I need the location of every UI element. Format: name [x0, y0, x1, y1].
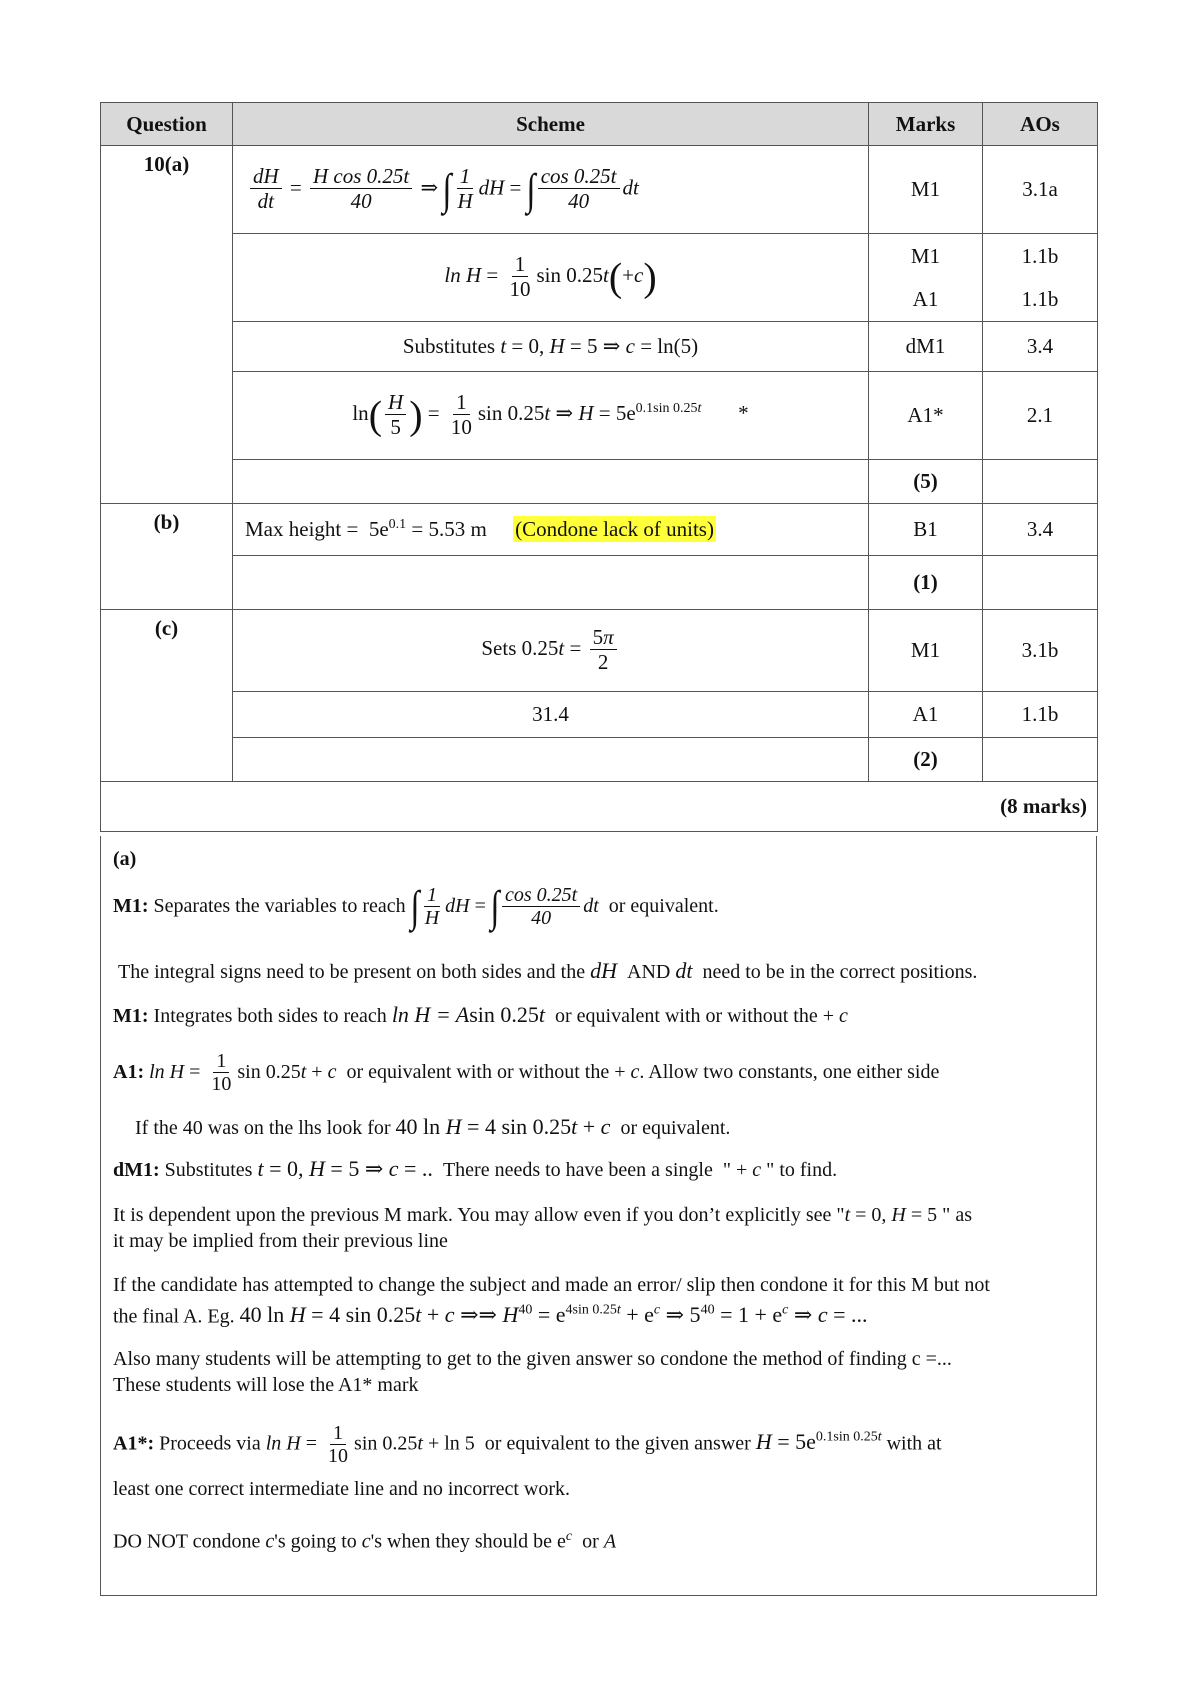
table-row [101, 556, 1098, 610]
table-row [101, 738, 1098, 782]
ao-cell: 3.4 [983, 322, 1098, 372]
note-dm1: dM1: Substitutes t = 0, H = 5 ⇒ c = .. There needs to have been a single " + c " to find. [113, 1156, 838, 1181]
table-row [101, 146, 1098, 234]
note-m1: M1: Separates the variables to reach ∫ $\frac{1}{H}$ dH = ∫ $\frac{\cos 0.25t}{40}$ dt or equivalent. [113, 882, 719, 932]
table-row [101, 610, 1098, 692]
sets-text: Sets [481, 636, 517, 661]
ao-cell: 1.1b [983, 692, 1098, 738]
scheme-table [100, 102, 1098, 832]
empty-cell [233, 460, 869, 504]
ao-value: 1.1b [1021, 243, 1059, 268]
table-row [101, 692, 1098, 738]
ao-cell-pair [983, 234, 1098, 322]
note-error: If the candidate has attempted to change the subject and made an error/ slip then condone it for this M but not the final A. Eg. 40 ln H = 4 sin 0.25t + c ⇒⇒ $H^{40} = e^{4sin 0.25t} + e^c$ ⇒ $5^{40} = 1 + e^c$ ⇒ c = ... [113, 1274, 990, 1328]
scheme-max-height: Max height = $5e^{0.1} = 5.53$ m (Condone lack of units) [233, 504, 869, 556]
question-label-c: (c) [101, 610, 233, 782]
header-marks: Marks [869, 103, 983, 146]
header-aos: AOs [983, 103, 1098, 146]
mark-cell: M1 [869, 146, 983, 234]
mark-cell: A1 [869, 692, 983, 738]
empty-cell [983, 556, 1098, 610]
table-row [101, 372, 1098, 460]
note-m1-integrates: M1: Integrates both sides to reach ln H = Asin 0.25t or equivalent with or without the + c [113, 1002, 848, 1027]
mark-cell: M1 [869, 610, 983, 692]
condone-highlight: (Condone lack of units) [515, 517, 714, 541]
header-row [101, 103, 1098, 146]
mark-cell: B1 [869, 504, 983, 556]
question-label-a: 10(a) [101, 146, 233, 504]
table-row [101, 234, 1098, 322]
mark-m1: M1 [910, 243, 941, 268]
substitutes-text: Substitutes [402, 334, 496, 358]
max-height-result: = 5.53 m [411, 517, 487, 541]
note-do-not: DO NOT condone c's going to c's when they should be $e^c$ or A [113, 1529, 617, 1553]
mark-cell: dM1 [869, 322, 983, 372]
table-row [101, 504, 1098, 556]
mark-a1: A1 [912, 286, 939, 311]
note-integral-signs: The integral signs need to be present on both sides and the dH AND dt need to be in the correct positions. [118, 958, 978, 983]
scheme-substitute: Substitutes t = 0, H = 5 ⇒ c = ln(5) [233, 322, 869, 372]
table-row [101, 460, 1098, 504]
mark-cell: A1* [869, 372, 983, 460]
ao-cell: 2.1 [983, 372, 1098, 460]
scheme-integrate: ln H = $\frac{1}{10}$ sin 0.25t(+c) [233, 234, 869, 322]
note-lhs: If the 40 was on the lhs look for 40 ln H = 4 sin 0.25t + c or equivalent. [135, 1114, 731, 1139]
header-scheme: Scheme [233, 103, 869, 146]
answer-c: 31.4 [233, 692, 869, 738]
scheme-final-answer: ln( $\frac{H}{5}$ ) = $\frac{1}{10}$ sin 0.25t ⇒ $H = 5e^{0.1sin 0.25t}$ * [233, 372, 869, 460]
ao-cell: 3.4 [983, 504, 1098, 556]
empty-cell [983, 460, 1098, 504]
notes-label-a: (a) [113, 848, 137, 870]
mark-scheme [100, 102, 1097, 832]
note-a1-star-line2: least one correct intermediate line and no incorrect work. [113, 1478, 571, 1500]
total-marks: (8 marks) [101, 782, 1098, 832]
empty-cell [233, 738, 869, 782]
empty-cell [233, 556, 869, 610]
scheme-sets: Sets 0.25t = $\frac{5\pi}{2}$ [233, 610, 869, 692]
ao-cell: 3.1b [983, 610, 1098, 692]
max-height-text: Max height = [245, 517, 359, 541]
note-also: Also many students will be attempting to get to the given answer so condone the method of finding c =... These students will lose the A1* mark [113, 1348, 952, 1396]
note-a1-star: A1*: Proceeds via ln H = $\frac{1}{10}$ sin 0.25t + ln 5 or equivalent to the given answer $H = 5e^{0.1sin 0.25t}$ with at [113, 1421, 942, 1467]
total-row [101, 782, 1098, 832]
question-label-b: (b) [101, 504, 233, 610]
header-question: Question [101, 103, 233, 146]
scheme-separate-variables: $\frac{dH}{dt}$ = $\frac{\text{H cos 0.25t}}{40}$ ⇒ ∫ $\frac{1}{H}$ dH = ∫ $\frac{\cos 0.25t}{40}$ dt [233, 146, 869, 234]
mark-cell-pair [869, 234, 983, 322]
table-row [101, 322, 1098, 372]
ao-cell: 3.1a [983, 146, 1098, 234]
note-a1: A1: ln H = $\frac{1}{10}$ sin 0.25t + c or equivalent with or without the + c. Allow two constants, one either side [113, 1050, 940, 1096]
empty-cell [983, 738, 1098, 782]
subtotal-a: (5) [869, 460, 983, 504]
guidance-notes [100, 836, 1097, 1596]
note-dependent: It is dependent upon the previous M mark. You may allow even if you don’t explicitly see "t = 0, H = 5 " as it may be implied from their previous line [113, 1204, 972, 1252]
subtotal-c: (2) [869, 738, 983, 782]
ao-value: 1.1b [1021, 286, 1059, 311]
subtotal-b: (1) [869, 556, 983, 610]
